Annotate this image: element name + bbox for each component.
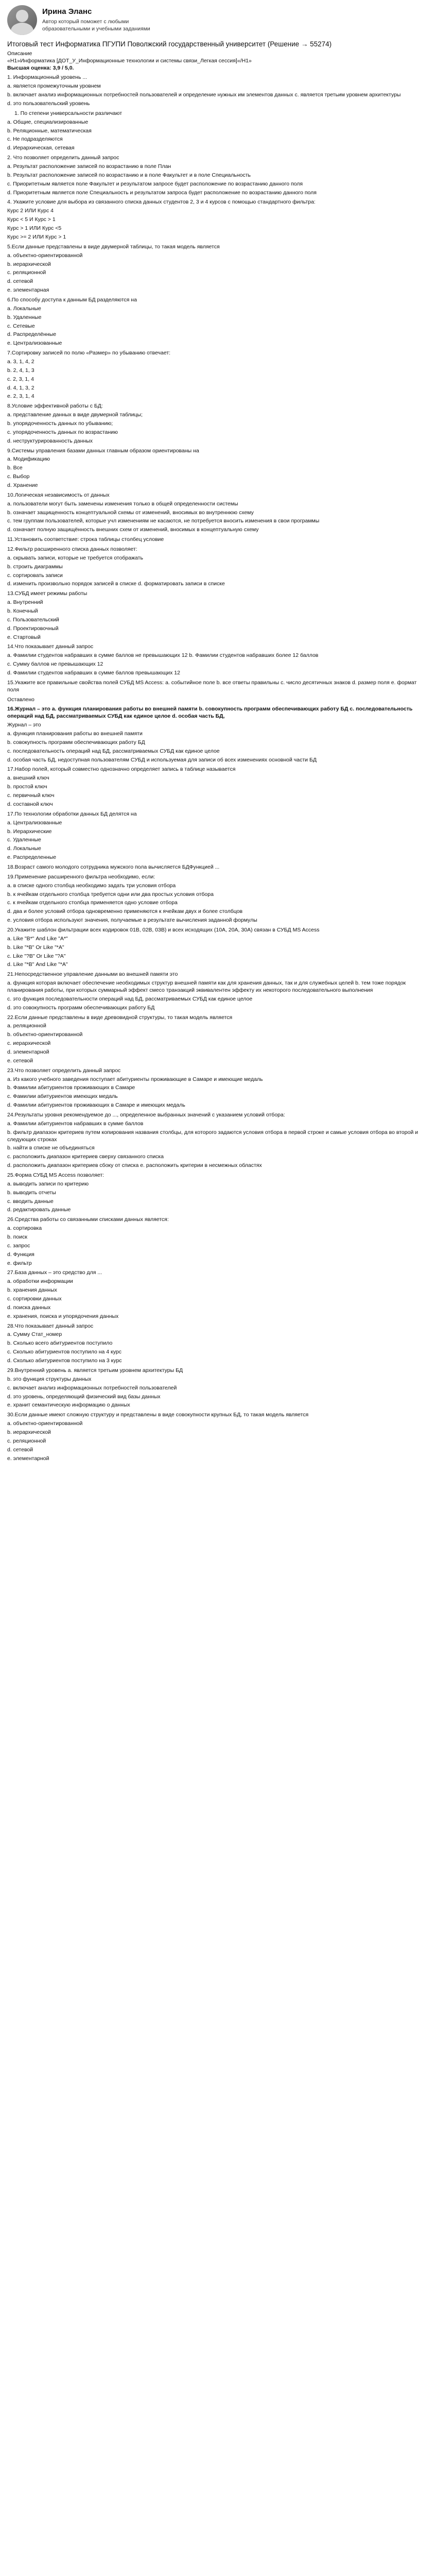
- question-block: [7, 74, 429, 107]
- answer-option: d. особая часть БД, недоступная пользователям СУБД и используемая для записи об всех изменениях основной части БД: [7, 756, 317, 763]
- answer-option: с. реляционной: [7, 269, 46, 276]
- question-block: [7, 1172, 429, 1214]
- page-title: Итоговый тест Информатика ПГУПИ Поволжский государственный университет (Решение → 55274): [7, 40, 332, 48]
- answer-option: d. сетевой: [7, 278, 33, 285]
- answer-option: е. 2, 3, 1, 4: [7, 393, 34, 400]
- answer-option: а. Локальные: [7, 305, 41, 312]
- question-title: 13.СУБД имеет режимы работы: [7, 590, 88, 597]
- answer-option: b. совокупность программ обеспечивающих работу БД: [7, 739, 145, 745]
- answer-option: е. элементарной: [7, 1455, 49, 1462]
- question-block: [7, 546, 429, 588]
- question-title: 10.Логическая независимость от данных: [7, 492, 110, 498]
- question-title: 8.Условие эффективной работы с БД:: [7, 403, 103, 410]
- answer-option: а. функция планирования работы во внешней памяти: [7, 731, 143, 737]
- answer-option: d. Сколько абитуриентов поступило на 3 курс: [7, 1358, 122, 1364]
- answer-option: d. два и более условий отбора одновременно применяются к ячейкам двух и более столбцов: [7, 908, 243, 915]
- question-block: [7, 1067, 429, 1109]
- description-line: «Н1»Информатика [ДОТ_У_Информационные технологии и системы связи_Легкая сессия]«/Н1»: [7, 57, 252, 64]
- answer-option: b. иерархической: [7, 261, 51, 267]
- answer-option: с. это функция последовательности операций над БД, рассматриваемых СУБД как единое целое: [7, 995, 253, 1002]
- question-title: 4. Укажите условие для выбора из связанного списка данных студентов 2, 3 и 4 курсов с помощью стандартного фильтра:: [7, 199, 316, 206]
- question-title: 28.Что показывает данный запрос: [7, 1323, 94, 1329]
- answer-option: d. редактировать данные: [7, 1207, 71, 1213]
- answer-option: е. элементарная: [7, 287, 49, 294]
- question-block: [7, 697, 429, 704]
- question-title: 11.Установить соответствие: строка таблицы столбец условие: [7, 536, 164, 543]
- answer-option: d. поиска данных: [7, 1304, 51, 1311]
- answer-option: b. выводить отчеты: [7, 1189, 56, 1196]
- answer-option: d. неструктурированность данных: [7, 437, 93, 444]
- answer-option: Курс > 1 ИЛИ Курс <5: [7, 225, 62, 232]
- answer-option: d. Локальные: [7, 845, 41, 852]
- answer-option: b. Результат расположение записей по возрастанию и в поле Факультет и в поле Специальность: [7, 172, 251, 178]
- answer-option: с. последовательность операций над БД, рассматриваемых СУБД как единое целое: [7, 748, 220, 754]
- answer-option: d. Приоритетным является поле Специальность и результатом запроса будет расположение по возрастанию данного поля: [7, 189, 317, 196]
- question-block: [7, 1269, 429, 1320]
- answer-option: с. запрос: [7, 1242, 30, 1249]
- avatar[interactable]: [7, 5, 37, 35]
- question-block: [7, 199, 429, 241]
- answer-option: d. Хранение: [7, 482, 38, 488]
- question-block: [7, 1216, 429, 1267]
- answer-option: d. 4, 1, 3, 2: [7, 384, 34, 391]
- answer-option: с. 2, 3, 1, 4: [7, 376, 34, 382]
- answer-option: с. Like "?В" Or Like "?А": [7, 953, 66, 959]
- question-title: 7.Сортировку записей по полю «Размер» по убыванию отвечает:: [7, 350, 171, 357]
- question-block: [7, 492, 429, 534]
- answer-option: а. Централизованные: [7, 819, 62, 826]
- answer-option: а. объектно-ориентированной: [7, 1420, 83, 1427]
- answer-option: с. упорядоченность данных по возрастанию: [7, 429, 118, 435]
- question-block: [7, 927, 429, 969]
- description-block: [7, 50, 429, 72]
- answer-option: d. Распределённые: [7, 331, 57, 338]
- answer-option: b. упорядоченность данных по убыванию;: [7, 420, 113, 427]
- answer-option: d. означает полную защищённость внешних схем от изменений, вносимых в концептуальную схему: [7, 527, 259, 533]
- question-block: [7, 155, 429, 196]
- description-label: Описание: [7, 50, 32, 57]
- answer-option: d. элементарной: [7, 1048, 49, 1055]
- answer-option: е. сетевой: [7, 1057, 33, 1064]
- answer-option: d. Фамилии абитуриентов проживающих в Самаре и имеющих медаль: [7, 1102, 185, 1109]
- answer-option: b. Like "*В" Or Like "*А": [7, 944, 64, 951]
- answer-option: b. к ячейкам отдельного столбца требуется одни или два простых условия отбора: [7, 891, 214, 897]
- answer-option: а. Внутренний: [7, 599, 43, 606]
- answer-option: b. Сколько всего абитуриентов поступило: [7, 1340, 113, 1347]
- answer-option: с. к ячейкам отдельного столбца применяется одно условие отбора: [7, 900, 178, 906]
- answer-option: b. Фамилии абитуриентов проживающих в Самаре: [7, 1084, 135, 1091]
- question-title: 23.Что позволяет определить данный запрос: [7, 1067, 121, 1074]
- answer-option: d. Фамилии студентов набравших в сумме баллов превышающих 12: [7, 670, 180, 676]
- answer-option: d. Проектировочный: [7, 625, 59, 632]
- question-block: [7, 874, 429, 924]
- question-title: 26.Средства работы со связанными списками данных является:: [7, 1216, 169, 1223]
- answer-option: b. поиск: [7, 1234, 27, 1241]
- question-block: [7, 244, 429, 294]
- answer-option: b. 2, 4, 1, 3: [7, 367, 34, 374]
- answer-option: b. объектно-ориентированной: [7, 1031, 83, 1038]
- question-block: [7, 1112, 429, 1170]
- question-title: 24.Результаты уровня рекомендуемое до ..., определенное выбранных значений с указанием условий отбора:: [7, 1112, 285, 1118]
- answer-option: с. Пользовательский: [7, 616, 59, 623]
- question-block: [7, 971, 429, 1011]
- answer-option: с. Сколько абитуриентов поступило на 4 курс: [7, 1349, 121, 1355]
- answer-option: е. хранит семантическую информацию о данных: [7, 1402, 130, 1409]
- answer-option: с. вводить данные: [7, 1198, 54, 1205]
- answer-option: b. найти в списке не объединяться: [7, 1145, 95, 1151]
- answer-option: е. хранения, поиска и упорядочения данных: [7, 1313, 119, 1319]
- answer-option: с. иерархической: [7, 1040, 51, 1047]
- answer-option: а. Сумму Стат_номер: [7, 1331, 62, 1338]
- answer-option: с. сортировки данных: [7, 1296, 62, 1302]
- question-block: [7, 1367, 429, 1409]
- answer-option: а. Общие, специализированные: [7, 118, 89, 125]
- answer-option: а. Из какого учебного заведения поступает абитуриенты проживающие в Самаре и имеющие медаль: [7, 1076, 263, 1082]
- answer-option: с. тем группам пользователей, которые учл изменениям не касаются, не потребуется вносить изменения в свои программы: [7, 518, 320, 524]
- question-title: 2. Что позволяет определить данный запрос: [7, 155, 119, 161]
- question-title: 25.Форма СУБД MS Access позволяет:: [7, 1172, 104, 1179]
- answer-option: с. первичный ключ: [7, 792, 55, 799]
- question-title: 29.Внутренний уровень а. является третьим уровнем архитектуры БД: [7, 1367, 183, 1374]
- answer-option: b. Конечный: [7, 608, 38, 615]
- answer-option: е. Централизованные: [7, 340, 62, 347]
- answer-option: а. является промежуточным уровнем: [7, 83, 101, 90]
- question-title: 1. По степени универсальности различают: [14, 110, 123, 116]
- author-description: Автор который поможет с любыми образовательными и учебными заданиями: [42, 18, 150, 32]
- question-block: [7, 643, 429, 676]
- answer-option: а. 3, 1, 4, 2: [7, 358, 34, 365]
- question-title: 30.Если данные имеют сложную структуру и представлены в виде совокупности крупных БД, то такая модель является: [7, 1412, 309, 1418]
- answer-option: а. внешний ключ: [7, 775, 49, 782]
- question-block: [7, 766, 429, 808]
- answer-option: b. фильтр диапазон критериев путем копирования названия столбцы, для которого задаются условия отбора в первой строке и самые условия отбора во второй и следующих строках: [7, 1129, 418, 1143]
- answer-option: b. хранения данных: [7, 1287, 57, 1294]
- author-info: [42, 5, 171, 33]
- author-card: [7, 5, 429, 35]
- question-block: [7, 403, 429, 445]
- answer-option: d. расположить диапазон критериев сбоку от списка е. расположить критерии в несмежных областях: [7, 1162, 262, 1169]
- answer-option: а. обработки информации: [7, 1278, 73, 1285]
- answer-option: Журнал – это: [7, 722, 41, 728]
- question-block: [7, 297, 429, 347]
- question-title: 22.Если данные представлены в виде древовидной структуры, то такая модель является: [7, 1014, 233, 1021]
- question-title: 6.По способу доступа к данным БД разделяются на: [7, 296, 137, 303]
- answer-option: а. Результат расположение записей по возрастанию в поле План: [7, 163, 171, 170]
- question-title: 9.Системы управления базами данных главным образом ориентированы на: [7, 447, 199, 454]
- question-block: [7, 680, 429, 694]
- answer-option: а. функция которая включает обеспечение необходимых структур внешней памяти как для хранения данных, так и для служебных целей b. тем тоже порядок планирования работы, при которых суммарный эффект смесо транзакций эквивалентен эффекту их некоторого последовательного выполнения: [7, 980, 406, 993]
- question-block: [7, 1412, 429, 1462]
- answer-option: b. включает анализ информационных потребностей пользователей и определение нужных им элементов данных с. является третьим уровнем архитектуры: [7, 92, 401, 98]
- answer-option: d. это уровень, определяющий физический вид базы данных: [7, 1393, 161, 1400]
- question-title: 18.Возраст самого молодого сотрудника мужского пола вычисляется БДФункцией ...: [7, 863, 220, 870]
- answer-option: а. реляционной: [7, 1023, 46, 1029]
- answer-option: с. Сумму баллов не превышающих 12: [7, 661, 103, 668]
- answer-option: с. Не подразделяются: [7, 136, 63, 143]
- question-title: 17.Набор полей, который совместно однозначно определяет запись в таблице называется: [7, 766, 236, 773]
- answer-option: а. Like "В*" And Like "А*": [7, 935, 68, 942]
- answer-option: с. включает анализ информационных потребностей пользователей: [7, 1384, 177, 1391]
- answer-option: а. скрывать записи, которые не требуется отображать: [7, 554, 143, 561]
- question-block: [7, 706, 429, 764]
- answer-option: с. расположить диапазон критериев сверху связанного списка: [7, 1154, 164, 1160]
- question-block: [7, 590, 429, 641]
- answer-option: b. это функция структуры данных: [7, 1376, 92, 1382]
- question-title: Оставлено: [7, 696, 34, 703]
- answer-option: е. Стартовый: [7, 634, 41, 640]
- answer-option: а. объектно-ориентированной: [7, 252, 83, 259]
- answer-option: а. Модификацию: [7, 456, 50, 463]
- question-title: 16.Журнал – это а. функция планирования работы во внешней памяти b. совокупность программ обеспечивающих работу БД с. последовательность операций над БД, рассматриваемых СУБД как единое целое d. особая часть БД,: [7, 706, 413, 720]
- question-title: 21.Непосредственное управление данными во внешней памяти это: [7, 971, 178, 978]
- question-block: [7, 110, 429, 152]
- question-block: [7, 1014, 429, 1065]
- question-block: [7, 811, 429, 861]
- question-title: 27.База данных – это средство для ...: [7, 1269, 102, 1276]
- answer-option: Курс < 5 И Курс > 1: [7, 216, 56, 223]
- answer-option: d. составной ключ: [7, 801, 53, 807]
- answer-option: Курс 2 ИЛИ Курс 4: [7, 208, 54, 214]
- question-title: 17.По технологии обработки данных БД делятся на: [7, 810, 137, 817]
- question-title: 5.Если данные представлены в виде двумерной таблицы, то такая модель является: [7, 243, 220, 250]
- answer-option: b. Все: [7, 465, 23, 471]
- answer-option: а. представление данных в виде двумерной таблицы;: [7, 412, 143, 418]
- question-block: [7, 1323, 429, 1365]
- question-block: [7, 536, 429, 544]
- question-title: 1. Информационный уровень ...: [7, 74, 88, 81]
- answer-option: а. сортировка: [7, 1225, 42, 1232]
- author-name[interactable]: Ирина Эланс: [42, 7, 92, 16]
- answer-option: е. условия отбора используют значения, получаемые в результате вычисления заданной формулы: [7, 917, 257, 924]
- answer-option: d. это пользовательский уровень: [7, 100, 90, 107]
- answer-option: е. фильтр: [7, 1260, 32, 1266]
- answer-option: с. Приоритетным является поле Факультет и результатом запросе будет расположение по возрастанию данного поля: [7, 180, 303, 187]
- question-title: 12.Фильтр расширенного списка данных позволяет:: [7, 546, 137, 552]
- answer-option: а. выводить записи по критерию: [7, 1180, 89, 1187]
- question-block: [7, 448, 429, 489]
- answer-option: а. Фамилии абитуриентов набравших в сумме баллов: [7, 1120, 144, 1127]
- answer-option: b. Реляционные, математическая: [7, 127, 92, 134]
- answer-option: b. иерархической: [7, 1429, 51, 1435]
- answer-option: b. означает защищенность концептуальной схемы от изменений, вносимых во внутреннюю схему: [7, 509, 254, 516]
- question-title: 20.Укажите шаблон фильтрации всех кодировок 01В, 02В, 03В) и всех исходящих (10А, 20А, 30А) связан в СУБД MS Access: [7, 926, 320, 933]
- answer-option: d. сетевой: [7, 1446, 33, 1453]
- question-title: 15.Укажите все правильные свойства полей СУБД MS Access: а. событийное поле b. все ответы правильны с. число десятичных знаков d. размер поля e. формат поля: [7, 679, 417, 693]
- answer-option: d. Like "*В" And Like "*А": [7, 961, 68, 968]
- question-title: 14.Что показывает данный запрос: [7, 643, 94, 650]
- answer-option: b. Удаленные: [7, 314, 42, 320]
- answer-option: а. в списке одного столбца необходимо задать три условия отбора: [7, 882, 176, 889]
- answer-option: с. Выбор: [7, 473, 30, 480]
- question-title: 19.Применение расширенного фильтра необходимо, если:: [7, 873, 155, 880]
- answer-option: с. Сетевые: [7, 323, 35, 329]
- answer-option: d. Функция: [7, 1251, 34, 1258]
- answer-option: d. Иерархическая, сетевая: [7, 145, 75, 151]
- answer-option: е. Распределенные: [7, 854, 57, 861]
- answer-option: а. Фамилии студентов набравших в сумме баллов не превышающих 12 b. Фамилии студентов набравших более 12 баллов: [7, 652, 319, 659]
- answer-option: Курс >= 2 ИЛИ Курс > 1: [7, 233, 66, 240]
- answer-option: d. изменить произвольно порядок записей в списке d. форматировать записи в списке: [7, 581, 225, 587]
- answer-option: b. простой ключ: [7, 784, 47, 790]
- answer-option: с. реляционной: [7, 1437, 46, 1444]
- score-line: Высшая оценка: 3,9 / 5,0.: [7, 64, 74, 71]
- questions-list: [7, 74, 429, 1462]
- answer-option: с. Удаленные: [7, 837, 41, 843]
- answer-option: с. сортировать записи: [7, 572, 63, 579]
- answer-option: b. строить диаграммы: [7, 563, 63, 570]
- answer-option: а. пользователи могут быть заменены изменения только в общей определенности системы: [7, 500, 238, 507]
- answer-option: b. Иерархические: [7, 828, 52, 835]
- answer-option: с. Фамилии абитуриентов имеющих медаль: [7, 1093, 118, 1100]
- question-block: [7, 350, 429, 400]
- answer-option: d. это совокупность программ обеспечивающих работу БД: [7, 1004, 155, 1011]
- question-block: [7, 864, 429, 871]
